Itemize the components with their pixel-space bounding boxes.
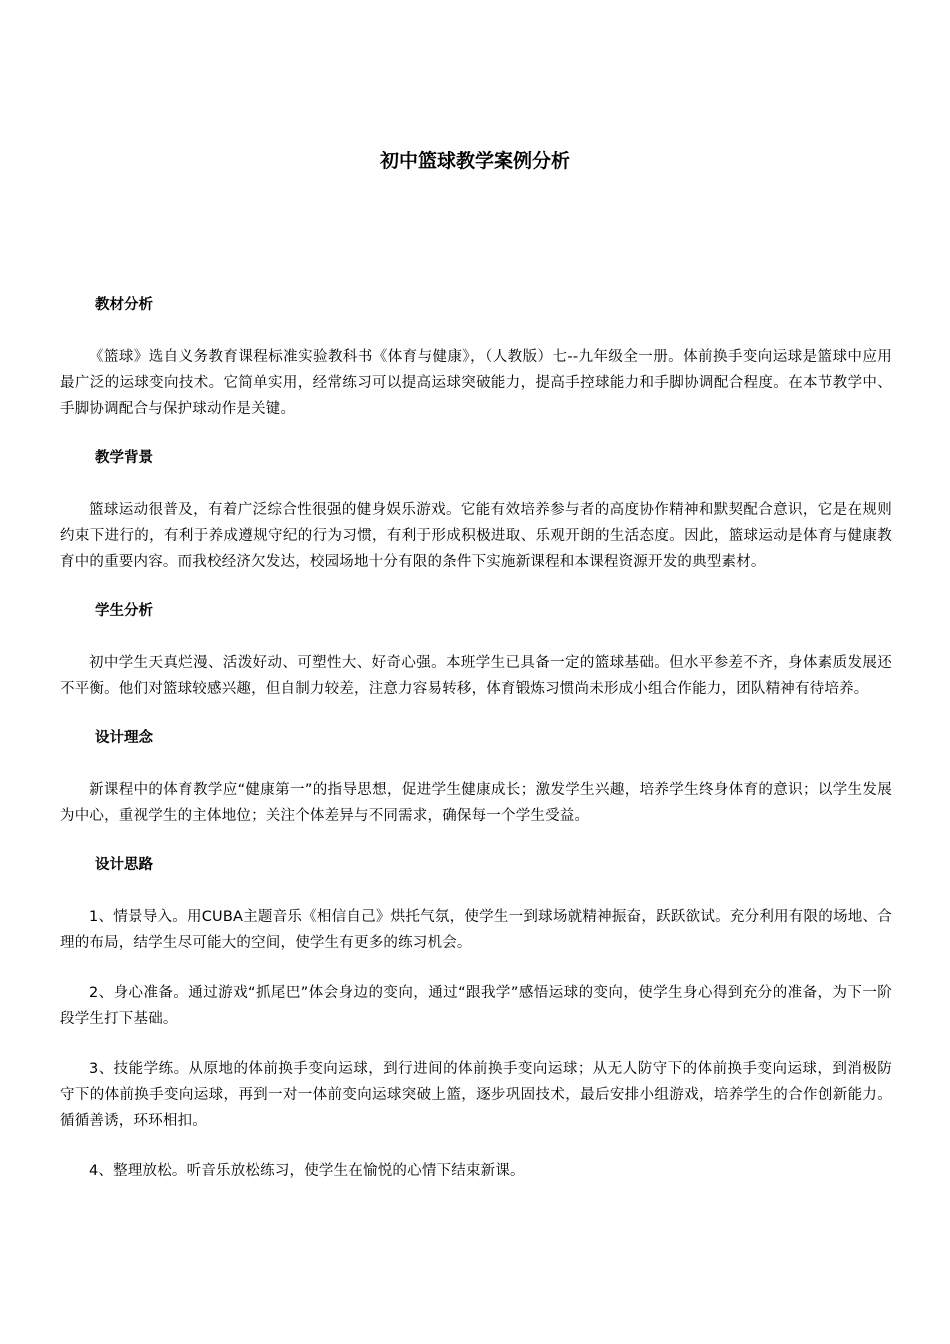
section-teaching-material [60, 293, 892, 422]
paragraph: 篮球运动很普及，有着广泛综合性很强的健身娱乐游戏。它能有效培养参与者的高度协作精神和默契配合意识，它是在规则约束下进行的，有利于养成遵规守纪的行为习惯，有利于形成积极进取、乐观开朗的生活态度。因此，篮球运动是体育与健康教育中的重要内容。而我校经济欠发达，校园场地十分有限的条件下实施新课程和本课程资源开发的典型素材。 [60, 502, 892, 570]
section-student-analysis [60, 599, 892, 702]
paragraph: 初中学生天真烂漫、活泼好动、可塑性大、好奇心强。本班学生已具备一定的篮球基础。但水平参差不齐，身体素质发展还不平衡。他们对篮球较感兴趣，但自制力较差，注意力容易转移，体育锻炼习惯尚未形成小组合作能力，团队精神有待培养。 [60, 655, 892, 697]
paragraph: 《篮球》选自义务教育课程标准实验教科书《体育与健康》，（人教版）七--九年级全一册。体前换手变向运球是篮球中应用最广泛的运球变向技术。它简单实用，经常练习可以提高运球突破能力，提高手控球能力和手脚协调配合程度。在本节教学中、手脚协调配合与保护球动作是关键。 [60, 349, 892, 417]
document-body [60, 293, 892, 1208]
paragraph: 2、身心准备。通过游戏“抓尾巴”体会身边的变向，通过“跟我学”感悟运球的变向，使学生身心得到充分的准备，为下一阶段学生打下基础。 [60, 985, 892, 1027]
paragraph: 4、整理放松。听音乐放松练习，使学生在愉悦的心情下结束新课。 [89, 1163, 525, 1179]
paragraph: 3、技能学练。从原地的体前换手变向运球，到行进间的体前换手变向运球；从无人防守下的体前换手变向运球，到消极防守下的体前换手变向运球，再到一对一体前变向运球突破上篮，逐步巩固技术，最后安排小组游戏，培养学生的合作创新能力。循循善诱，环环相扣。 [60, 1061, 892, 1129]
section-heading: 教材分析 [95, 297, 153, 313]
section-design-concept [60, 726, 892, 829]
paragraph: 1、情景导入。用CUBA主题音乐《相信自己》烘托气氛，使学生一到球场就精神振奋，跃跃欲试。充分利用有限的场地、合理的布局，结学生尽可能大的空间，使学生有更多的练习机会。 [60, 909, 892, 951]
section-heading: 教学背景 [95, 450, 153, 466]
section-design-approach [60, 853, 892, 1184]
paragraph: 新课程中的体育教学应“健康第一”的指导思想，促进学生健康成长；激发学生兴趣，培养学生终身体育的意识；以学生发展为中心，重视学生的主体地位；关注个体差异与不同需求，确保每一个学生受益。 [60, 782, 892, 824]
document-title: 初中篮球教学案例分析 [379, 150, 570, 172]
section-heading: 设计理念 [95, 730, 153, 746]
section-teaching-background [60, 446, 892, 575]
section-heading: 设计思路 [95, 857, 153, 873]
section-heading: 学生分析 [95, 603, 153, 619]
